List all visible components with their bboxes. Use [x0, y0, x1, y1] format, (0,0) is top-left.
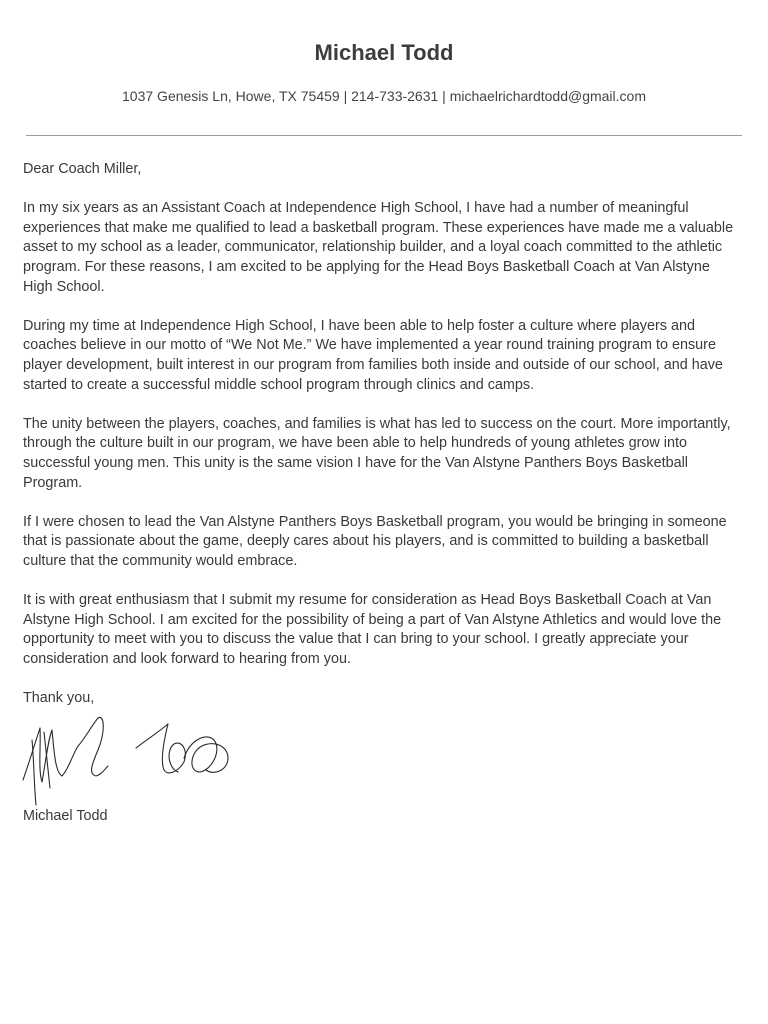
closing: Thank you, [23, 690, 95, 707]
letter-paragraph: The unity between the players, coaches, and families is what has led to success on the court. More importantly, through the culture built in our program, we have been able to help hundreds of young athletes grow into successful young men. This unity is the same vision I have for the Van Alstyne Panthers Boys Basketball Program. [23, 415, 731, 491]
header-divider [26, 135, 742, 136]
letter-paragraph: During my time at Independence High School, I have been able to help foster a culture where players and coaches believe in our motto of “We Not Me.” We have implemented a year round training program to ensure player development, built interest in our program from families both inside and outside of our school, and have started to create a successful middle school program through clinics and camps. [23, 317, 723, 393]
letter-body [23, 160, 735, 728]
handwritten-signature [18, 710, 238, 810]
letter-paragraph: In my six years as an Assistant Coach at Independence High School, I have had a number of meaningful experiences that make me qualified to lead a basketball program. These experiences have made me a valuable asset to my school as a leader, communicator, relationship builder, and a loyal coach committed to the athletic program. For these reasons, I am excited to be applying for the Head Boys Basketball Coach at Van Alstyne High School. [23, 200, 734, 295]
letter-paragraph: It is with great enthusiasm that I submit my resume for consideration as Head Boys Basketball Coach at Van Alstyne High School. I am excited for the possibility of being a part of Van Alstyne Athletics and would love the opportunity to meet with you to discuss the value that I can bring to your school. I greatly appreciate your consideration and look forward to hearing from you. [23, 592, 722, 667]
letter-paragraph: If I were chosen to lead the Van Alstyne Panthers Boys Basketball program, you would be bringing in someone that is passionate about the game, deeply cares about his players, and is committed to building a basketball culture that the community would embrace. [23, 513, 727, 569]
sender-name: Michael Todd [314, 40, 454, 65]
signed-name: Michael Todd [23, 808, 108, 824]
sender-contact-line: 1037 Genesis Ln, Howe, TX 75459 | 214-733-2631 | michaelrichardtodd@gmail.com [122, 88, 646, 104]
salutation: Dear Coach Miller, [23, 161, 142, 177]
